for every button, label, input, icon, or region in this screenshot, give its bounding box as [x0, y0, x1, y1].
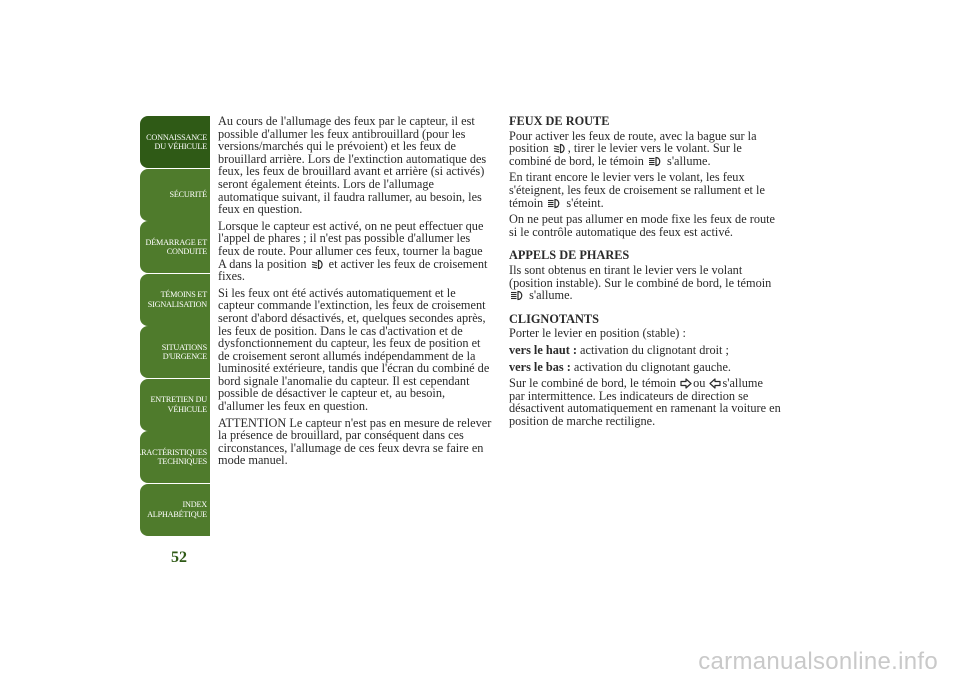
paragraph-text: Pour activer les feux de route, avec la bague sur la position: [509, 128, 757, 156]
tab-situations-d-urgence[interactable]: [140, 326, 210, 378]
paragraph: On ne peut pas allumer en mode fixe les feux de route si le contrôle automatique des feux est activé.: [509, 212, 775, 239]
paragraph: [509, 377, 781, 427]
section-heading: APPELS DE PHARES: [509, 248, 630, 263]
left-column: [218, 115, 493, 471]
paragraph-text: activation du clignotant droit ;: [580, 342, 729, 357]
right-column: [509, 115, 781, 431]
paragraph-text: s'allume par intermittence. Les indicateurs de direction se désactivent automatiquement en ramenant la voiture en position de marche rectiligne.: [509, 376, 781, 428]
high-beam-icon: [510, 290, 525, 301]
paragraph: [218, 220, 493, 283]
section-heading: CLIGNOTANTS: [509, 311, 599, 326]
turn-right-arrow-icon: [680, 378, 692, 389]
tab-label: CONNAISSANCE DU VÉHICULE: [146, 132, 207, 151]
high-beam-icon: [547, 198, 562, 209]
paragraph-text: s'allume.: [529, 288, 573, 303]
page-number: 52: [171, 549, 187, 566]
tab-connaissance-du-vehicule[interactable]: [140, 116, 210, 168]
paragraph: ATTENTION Le capteur n'est pas en mesure de relever la présence de brouillard, par conséquent dans ces circonstances, l'allumage de ces feux devra se faire en mode manuel.: [218, 415, 492, 468]
paragraph: [509, 264, 781, 302]
paragraph-text: s'éteint.: [566, 195, 604, 210]
paragraph: [509, 344, 781, 357]
paragraph-text: Sur le combiné de bord, le témoin: [509, 376, 676, 391]
tab-label: TÉMOINS ET SIGNALISATION: [147, 290, 207, 309]
paragraph: [509, 361, 781, 374]
tab-caracteristiques-techniques[interactable]: [130, 431, 210, 483]
tab-temoins-et-signalisation[interactable]: [140, 274, 210, 326]
tab-label: SITUATIONS D'URGENCE: [161, 342, 207, 361]
paragraph-text: s'allume.: [667, 153, 711, 168]
paragraph-text: Ils sont obtenus en tirant le levier vers le volant (position instable). Sur le combiné de bord, le témoin: [509, 262, 772, 290]
paragraph: Au cours de l'allumage des feux par le capteur, il est possible d'allumer les feux antibrouillard (pour les versions/marchés qui le prévoient) et les feux de brouillard arrière. Lors de l'extinction automatique des feux, les feux de brouillard avant et arrière (si activés) seront également éteints. Lors de l'allumage automatique suivant, il faudra rallumer, au besoin, les feux en question.: [218, 114, 487, 217]
tab-label: CARACTÉRISTIQUES TECHNIQUES: [130, 447, 207, 466]
high-beam-icon: [648, 156, 663, 167]
paragraph-text: En tirant encore le levier vers le volant, les feux s'éteignent, les feux de croisement se rallument et le témoin: [509, 170, 765, 210]
watermark: carmanualsonline.info: [698, 648, 938, 675]
paragraph-text: Lorsque le capteur est activé, on ne peut effectuer que l'appel de phares ; il n'est pas possible d'allumer les feux de route. Pour allumer ces feux, tourner la bague A dans la position: [218, 218, 484, 271]
tab-label: SÉCURITÉ: [169, 189, 207, 199]
tab-demarrage-et-conduite[interactable]: [140, 221, 210, 273]
tab-index-alphabetique[interactable]: [140, 484, 210, 536]
term-label: vers le bas :: [509, 359, 571, 374]
low-beam-icon: [311, 259, 325, 270]
paragraph-text: et activer les feux de croisement fixes.: [218, 256, 488, 284]
turn-left-arrow-icon: [709, 378, 721, 389]
tab-label: ENTRETIEN DU VÉHICULE: [150, 395, 207, 414]
low-beam-icon: [553, 143, 567, 154]
paragraph-text: ou: [693, 376, 706, 391]
tab-entretien-du-vehicule[interactable]: [140, 379, 210, 431]
tab-label: DÉMARRAGE ET CONDUITE: [145, 237, 207, 256]
paragraph: Porter le levier en position (stable) :: [509, 326, 686, 341]
paragraph: Si les feux ont été activés automatiquement et le capteur commande l'extinction, les feux de croisement seront d'abord désactivés, et, quelques secondes après, les feux de position. Dans le cas d'activation et de dysfonctionnement du capteur, les feux de position et de croisement seront allumés indépendamment de la luminosité extérieure, tandis que l'écran du combiné de bord signale l'anomalie du capteur. Il est cependant possible de désactiver le capteur et, au besoin, d'allumer les feux en question.: [218, 285, 490, 414]
term-label: vers le haut :: [509, 342, 577, 357]
section-heading: FEUX DE ROUTE: [509, 114, 610, 128]
chapter-sidebar: [130, 116, 210, 536]
paragraph-text: activation du clignotant gauche.: [573, 359, 731, 374]
tab-label: INDEX ALPHABÉTIQUE: [147, 500, 207, 519]
paragraph: [509, 130, 781, 168]
paragraph: [509, 171, 781, 209]
paragraph-text: , tirer le levier vers le volant. Sur le combiné de bord, le témoin: [509, 141, 742, 168]
tab-securite[interactable]: [140, 169, 210, 221]
